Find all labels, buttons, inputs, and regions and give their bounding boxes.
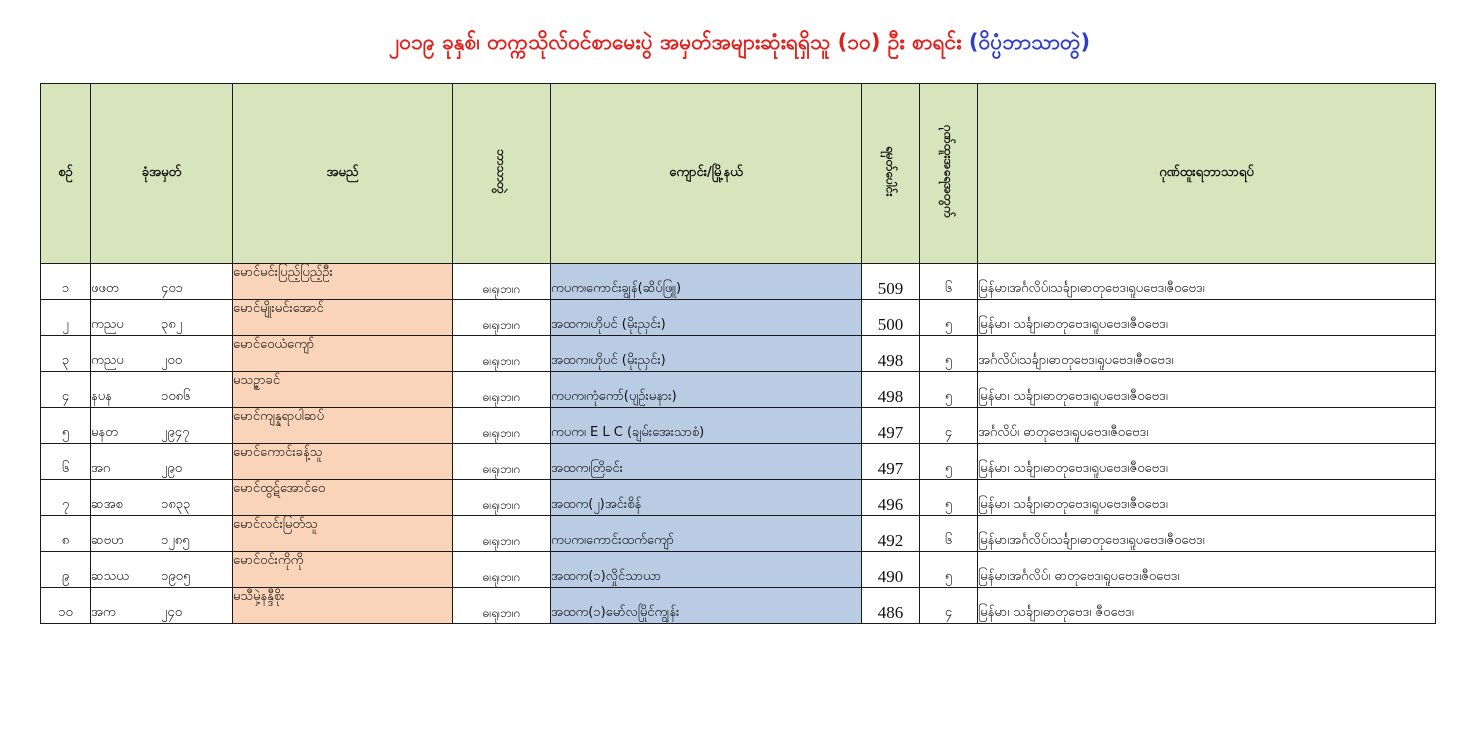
cell-school: အထက၊ဟိုပင် (မိုးညှင်း) [551, 336, 862, 372]
cell-roll [91, 516, 233, 552]
cell-distinctions: ၄ [920, 408, 978, 444]
cell-distinction-subjects: မြန်မာ၊ သင်္ချာ၊ဓာတုဗေဒ၊ရူပဗေဒ၊ဇီဝဗေဒ၊ [978, 444, 1436, 480]
header-distinction-subjects: ဂုဏ်ထူးရဘာသာရပ် [978, 84, 1436, 264]
cell-no: ၃ [41, 336, 91, 372]
cell-school: ကပက၊ကောင်းထက်ကျော် [551, 516, 862, 552]
cell-distinction-subjects: မြန်မာ၊အင်္ဂလိပ်၊ ဓာတုဗေဒ၊ရူပဗေဒ၊ဇီဝဗေဒ၊ [978, 552, 1436, 588]
cell-distinction-subjects: မြန်မာ၊ သင်္ချာ၊ဓာတုဗေဒ၊ရူပဗေဒ၊ဇီဝဗေဒ၊ [978, 300, 1436, 336]
roll-prefix: ဆအစ [91, 497, 123, 512]
cell-roll [91, 300, 233, 336]
cell-name: မောင်မင်းပြည့်ပြည့်ဦး [233, 264, 453, 300]
header-distinctions: ဂုဏ်ထူးအရေအတွက် [920, 84, 978, 264]
roll-number: ၁၈၃၃ [161, 497, 191, 512]
cell-subject-group: ဓ၊ရု၊ဘ၊ဂ [453, 516, 551, 552]
cell-roll [91, 588, 233, 624]
cell-marks: 486 [862, 588, 920, 624]
roll-prefix: နပန [91, 389, 112, 404]
cell-no: ၁၀ [41, 588, 91, 624]
cell-distinction-subjects: မြန်မာ၊ သင်္ချာ၊ဓာတုဗေဒ၊ရူပဗေဒ၊ဇီဝဗေဒ၊ [978, 480, 1436, 516]
cell-no: ၇ [41, 480, 91, 516]
cell-name: မောင်ထွဋ်အောင်ဝေ [233, 480, 453, 516]
roll-prefix: အဂ [91, 461, 111, 476]
roll-number: ၂၉၀ [161, 461, 183, 476]
cell-subject-group: ဓ၊ရု၊ဘ၊ဂ [453, 408, 551, 444]
cell-school: အထက(၁)မော်လမြိုင်ကျွန်း [551, 588, 862, 624]
cell-subject-group: ဓ၊ရု၊ဘ၊ဂ [453, 588, 551, 624]
cell-subject-group: ဓ၊ရု၊ဘ၊ဂ [453, 336, 551, 372]
cell-roll [91, 480, 233, 516]
cell-roll [91, 264, 233, 300]
cell-marks: 496 [862, 480, 920, 516]
header-total-marks: ရမှတ်ပေါင်း [862, 84, 920, 264]
table-row [41, 300, 1436, 336]
cell-distinctions: ၄ [920, 588, 978, 624]
cell-distinctions: ၅ [920, 480, 978, 516]
cell-distinction-subjects: မြန်မာ၊ သင်္ချာ၊ဓာတုဗေဒ၊ ဇီဝဗေဒ၊ [978, 588, 1436, 624]
cell-no: ၄ [41, 372, 91, 408]
results-table [40, 83, 1436, 624]
cell-distinctions: ၆ [920, 516, 978, 552]
cell-marks: 497 [862, 408, 920, 444]
cell-name: မောင်ဝေယံကျော် [233, 336, 453, 372]
cell-roll [91, 336, 233, 372]
cell-school: အထက(၁)လှိုင်သာယာ [551, 552, 862, 588]
cell-subject-group: ဓ၊ရု၊ဘ၊ဂ [453, 552, 551, 588]
cell-roll [91, 444, 233, 480]
roll-number: ၂၄၀ [161, 605, 183, 620]
cell-name: မသဉ္ဇာခင် [233, 372, 453, 408]
cell-subject-group: ဓ၊ရု၊ဘ၊ဂ [453, 264, 551, 300]
cell-subject-group: ဓ၊ရု၊ဘ၊ဂ [453, 444, 551, 480]
roll-prefix: ဖဖတ [91, 281, 119, 296]
cell-name: မသီမှဲ့နန္ဒီစိုး [233, 588, 453, 624]
cell-no: ၆ [41, 444, 91, 480]
table-row [41, 588, 1436, 624]
cell-distinctions: ၅ [920, 552, 978, 588]
cell-marks: 509 [862, 264, 920, 300]
table-row [41, 480, 1436, 516]
table-row [41, 516, 1436, 552]
cell-no: ၂ [41, 300, 91, 336]
roll-number: ၁၂၈၅ [161, 533, 190, 548]
cell-name: မောင်လင်းမြတ်သူ [233, 516, 453, 552]
roll-number: ၂၉၄၇ [161, 425, 190, 440]
cell-distinction-subjects: မြန်မာ၊အင်္ဂလိပ်၊သင်္ချာ၊ဓာတုဗေဒ၊ရူပဗေဒ၊ဇီဝဗေဒ၊ [978, 264, 1436, 300]
cell-roll [91, 552, 233, 588]
table-row [41, 444, 1436, 480]
cell-name: မောင်ကျန္နရာပါဆပ် [233, 408, 453, 444]
cell-marks: 498 [862, 372, 920, 408]
cell-distinction-subjects: အင်္ဂလိပ်၊ ဓာတုဗေဒ၊ရူပဗေဒ၊ဇီဝဗေဒ၊ [978, 408, 1436, 444]
cell-no: ၉ [41, 552, 91, 588]
cell-roll [91, 408, 233, 444]
title-subject-group: (ဝိပ္ပံဘာသာတွဲ) [968, 30, 1091, 54]
header-name: အမည် [233, 84, 453, 264]
cell-subject-group: ဓ၊ရု၊ဘ၊ဂ [453, 480, 551, 516]
cell-marks: 492 [862, 516, 920, 552]
cell-distinction-subjects: မြန်မာ၊ သင်္ချာ၊ဓာတုဗေဒ၊ရူပဗေဒ၊ဇီဝဗေဒ၊ [978, 372, 1436, 408]
roll-number: ၁၀၈၆ [161, 389, 191, 404]
cell-distinctions: ၅ [920, 336, 978, 372]
roll-number: ၄၀၁ [161, 281, 183, 296]
cell-school: အထက(၂)အင်းစိန် [551, 480, 862, 516]
cell-marks: 498 [862, 336, 920, 372]
header-subject-group: ဘာသာတွဲ [453, 84, 551, 264]
cell-no: ၈ [41, 516, 91, 552]
cell-distinction-subjects: အင်္ဂလိပ်၊သင်္ချာ၊ဓာတုဗေဒ၊ရူပဗေဒ၊ဇီဝဗေဒ၊ [978, 336, 1436, 372]
title-main: ၂၀၁၉ ခုနှစ်၊ တက္ကသိုလ်ဝင်စာမေးပွဲ အမှတ်အများဆုံးရရှိသူ (၁၀) ဦး စာရင်း [388, 30, 962, 54]
header-roll: ခုံအမှတ် [91, 84, 233, 264]
roll-prefix: ကညပ [91, 353, 124, 368]
cell-marks: 497 [862, 444, 920, 480]
table-row [41, 336, 1436, 372]
roll-prefix: ဆသယ [91, 569, 129, 584]
roll-prefix: မနတ [91, 425, 118, 440]
cell-distinction-subjects: မြန်မာ၊အင်္ဂလိပ်၊သင်္ချာ၊ဓာတုဗေဒ၊ရူပဗေဒ၊ဇီဝဗေဒ၊ [978, 516, 1436, 552]
cell-name: မောင်မျိုးမင်းအောင် [233, 300, 453, 336]
cell-school: ကပက၊ကောင်းချွန်(ဆိပ်ဖြူ) [551, 264, 862, 300]
roll-prefix: အက [91, 605, 116, 620]
cell-distinctions: ၅ [920, 300, 978, 336]
roll-number: ၃၈၂ [161, 317, 183, 332]
table-row [41, 264, 1436, 300]
table-row [41, 408, 1436, 444]
cell-school: ကပက၊ကုံကော်(ပျဉ်းမနား) [551, 372, 862, 408]
cell-name: မောင်ဝင်းကိုကို [233, 552, 453, 588]
cell-distinctions: ၅ [920, 372, 978, 408]
table-row [41, 372, 1436, 408]
cell-marks: 500 [862, 300, 920, 336]
roll-number: ၁၉၀၅ [161, 569, 191, 584]
roll-number: ၂၀၀ [161, 353, 183, 368]
cell-subject-group: ဓ၊ရု၊ဘ၊ဂ [453, 300, 551, 336]
roll-prefix: ကညပ [91, 317, 124, 332]
header-school: ကျောင်း/မြို့နယ် [551, 84, 862, 264]
cell-no: ၁ [41, 264, 91, 300]
cell-distinctions: ၆ [920, 264, 978, 300]
cell-school: ကပက၊ E L C (ချမ်းအေးသာစံ) [551, 408, 862, 444]
cell-distinctions: ၅ [920, 444, 978, 480]
cell-school: အထက၊ဟိုပင် (မိုးညှင်း) [551, 300, 862, 336]
cell-marks: 490 [862, 552, 920, 588]
page-title [0, 28, 1479, 56]
header-no: စဉ် [41, 84, 91, 264]
table-header-row [41, 84, 1436, 264]
cell-roll [91, 372, 233, 408]
cell-subject-group: ဓ၊ရု၊ဘ၊ဂ [453, 372, 551, 408]
roll-prefix: ဆဗဟ [91, 533, 124, 548]
table-row [41, 552, 1436, 588]
cell-name: မောင်ကောင်းခန့်သူ [233, 444, 453, 480]
cell-school: အထက၊တြိခင်း [551, 444, 862, 480]
cell-no: ၅ [41, 408, 91, 444]
